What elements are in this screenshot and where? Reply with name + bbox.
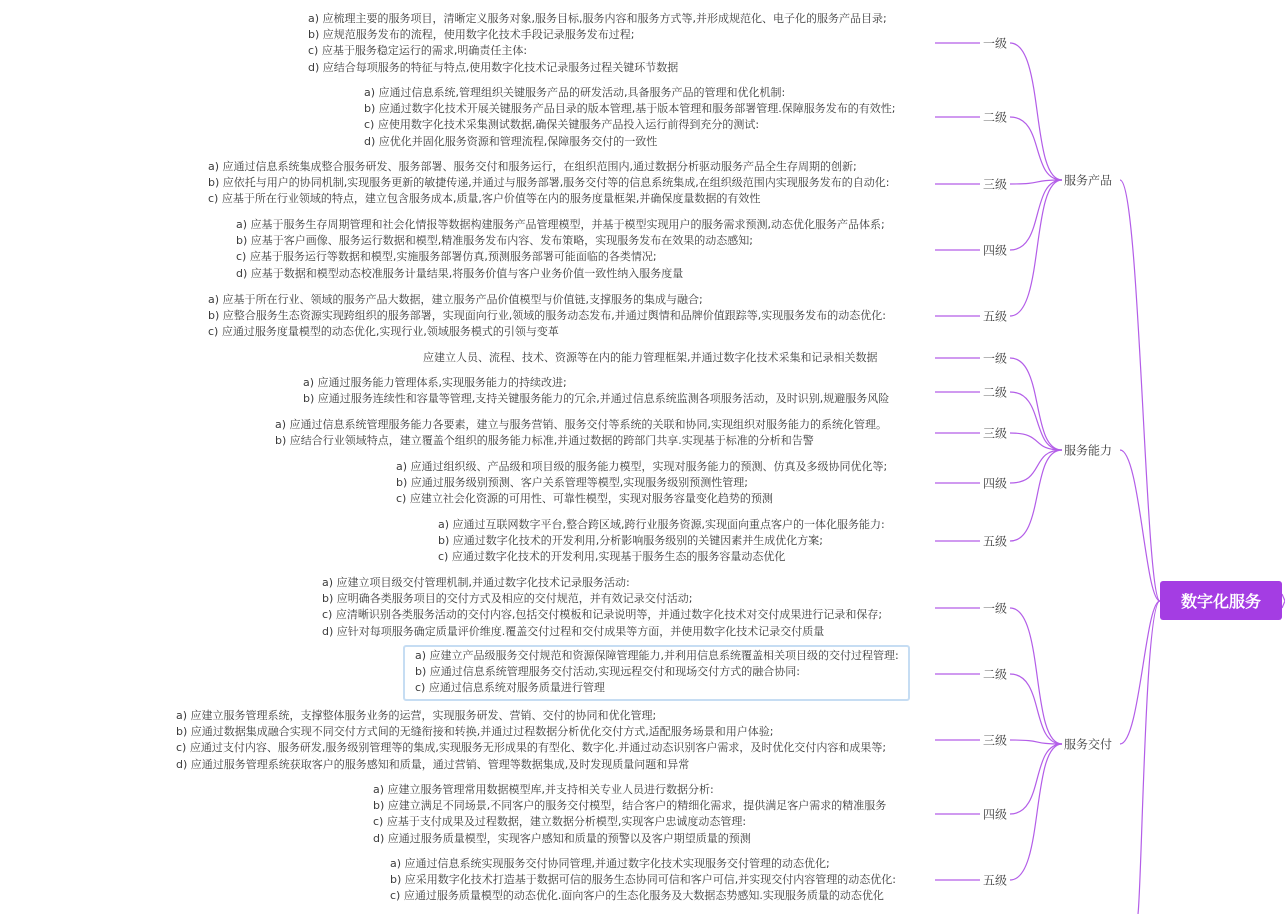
text-line: c) 应基于服务稳定运行的需求,明确责任主体: xyxy=(308,44,528,58)
root-node[interactable] xyxy=(1160,581,1282,620)
level-label-product-l1[interactable]: 一级 xyxy=(982,36,1008,51)
text-line: b) 应结合行业领域特点，建立覆盖个组织的服务能力标准,并通过数据的跨部门共享.实现基于标准的分析和告警 xyxy=(275,434,814,448)
root-label: 数字化服务 xyxy=(1180,592,1261,611)
branch-to-level-connector xyxy=(1010,117,1062,180)
text-block-capability-l5[interactable] xyxy=(438,517,885,566)
text-line: c) 应基于服务运行等数据和模型,实施服务部署仿真,预测服务部署可能面临的各类情况; xyxy=(236,250,657,264)
text-line: a) 应通过组织级、产品级和项目级的服务能力模型，实现对服务能力的预测、仿真及多级协同优化等; xyxy=(396,460,888,473)
text-line: a) 应基于所在行业、领域的服务产品大数据，建立服务产品价值模型与价值链,支撑服务的集成与融合; xyxy=(208,293,703,306)
level-label-product-l2[interactable]: 二级 xyxy=(982,110,1008,125)
text-line: b) 应规范服务发布的流程，使用数字化技术手段记录服务发布过程; xyxy=(308,28,635,42)
text-line: d) 应通过服务管理系统获取客户的服务感知和质量，通过营销、管理等数据集成,及时发现质量问题和异常 xyxy=(176,757,690,771)
branch-label-capability[interactable]: 服务能力 xyxy=(1063,443,1113,458)
text-line: c) 应通过服务度量模型的动态优化,实现行业,领域服务模式的引领与变革 xyxy=(208,325,559,339)
text-line: c) 应清晰识别各类服务活动的交付内容,包括交付模板和记录说明等，并通过数字化技术对交付成果进行记录和保存; xyxy=(322,608,883,622)
level-label-delivery-l1[interactable]: 一级 xyxy=(982,601,1008,616)
text-line: 应建立人员、流程、技术、资源等在内的能力管理框架,并通过数字化技术采集和记录相关数据 xyxy=(423,351,878,364)
text-line: d) 应结合每项服务的特征与特点,使用数字化技术记录服务过程关键环节数据 xyxy=(308,60,679,74)
text-line: c) 应通过服务质量模型的动态优化.面向客户的生态化服务及大数据态势感知.实现服务质量的动态优化 xyxy=(390,889,884,903)
text-line: d) 应基于数据和模型动态校准服务计量结果,将服务价值与客户业务价值一致性纳入服务度量 xyxy=(236,266,684,280)
text-block-capability-l4[interactable] xyxy=(396,459,887,508)
branch-to-level-connector xyxy=(1010,358,1062,450)
level-label-product-l4[interactable]: 四级 xyxy=(982,243,1008,258)
text-line: a) 应建立服务管理系统，支撑整体服务业务的运营，实现服务研发、营销、交付的协同和优化管理; xyxy=(176,709,657,722)
text-line: a) 应通过信息系统,管理组织关键服务产品的研发活动,具备服务产品的管理和优化机制: xyxy=(364,86,786,99)
text-line: a) 应通过互联网数字平台,整合跨区域,跨行业服务资源,实现面向重点客户的一体化服务能力: xyxy=(438,518,885,531)
text-line: b) 应依托与用户的协同机制,实现服务更新的敏捷传递,并通过与服务部署,服务交付等的信息系统集成,在组织级范围内实现服务发布的自动化: xyxy=(208,176,890,190)
level-label-capability-l1[interactable]: 一级 xyxy=(982,351,1008,366)
root-extra-connector xyxy=(1138,601,1160,914)
branch-label-product[interactable]: 服务产品 xyxy=(1063,173,1113,188)
branch-to-level-connector xyxy=(1010,450,1062,541)
text-line: a) 应梳理主要的服务项目，清晰定义服务对象,服务目标,服务内容和服务方式等,并形成规范化、电子化的服务产品目录; xyxy=(308,12,887,25)
text-block-capability-l3[interactable] xyxy=(275,417,887,449)
level-label-capability-l3[interactable]: 三级 xyxy=(982,426,1008,441)
text-line: a) 应基于服务生存周期管理和社会化情报等数据构建服务产品管理模型，并基于模型实现用户的服务需求预测,动态优化服务产品体系; xyxy=(236,218,885,231)
text-line: b) 应基于客户画像、服务运行数据和模型,精准服务发布内容、发布策略，实现服务发布在效果的动态感知; xyxy=(236,234,753,248)
branch-to-level-connector xyxy=(1010,43,1062,180)
text-block-product-l5[interactable] xyxy=(208,292,886,341)
text-line: a) 应建立项目级交付管理机制,并通过数字化技术记录服务活动: xyxy=(322,576,630,589)
root-to-branch-connector xyxy=(1120,601,1160,744)
text-line: b) 应通过数据集成融合实现不同交付方式间的无缝衔接和转换,并通过过程数据分析优化交付方式,适配服务场景和用户体验; xyxy=(176,725,774,739)
text-block-delivery-l1[interactable] xyxy=(322,575,882,640)
text-line: c) 应基于支付成果及过程数据，建立数据分析模型,实现客户忠诚度动态管理: xyxy=(373,815,747,829)
text-block-product-l3[interactable] xyxy=(208,159,889,208)
root-to-branch-connector xyxy=(1120,180,1160,601)
text-line: b) 应通过数字化技术的开发利用,分析影响服务级别的关键因素并生成优化方案; xyxy=(438,534,823,548)
branch-to-level-connector xyxy=(1010,744,1062,814)
level-label-delivery-l3[interactable]: 三级 xyxy=(982,733,1008,748)
level-label-capability-l5[interactable]: 五级 xyxy=(982,534,1008,549)
text-line: c) 应通过支付内容、服务研发,服务级别管理等的集成,实现服务无形成果的有型化、数字化.并通过动态识别客户需求，及时优化交付内容和成果等; xyxy=(176,741,887,755)
text-line: b) 应通过数字化技术开展关键服务产品目录的版本管理,基于版本管理和服务部署管理.保障服务发布的有效性; xyxy=(364,102,896,116)
level-label-product-l5[interactable]: 五级 xyxy=(982,309,1008,324)
text-line: c) 应通过信息系统对服务质量进行管理 xyxy=(415,681,605,695)
text-line: b) 应整合服务生态资源实现跨组织的服务部署，实现面向行业,领域的服务动态发布,并通过舆情和品牌价值跟踪等,实现服务发布的动态优化: xyxy=(208,309,886,323)
level-label-capability-l2[interactable]: 二级 xyxy=(982,385,1008,400)
text-line: d) 应通过服务质量模型，实现客户感知和质量的预警以及客户期望质量的预测 xyxy=(373,831,751,845)
branch-to-level-connector xyxy=(1010,674,1062,744)
text-line: b) 应通过信息系统管理服务交付活动,实现远程交付和现场交付方式的融合协同: xyxy=(415,665,800,679)
level-label-delivery-l5[interactable]: 五级 xyxy=(982,873,1008,888)
text-line: b) 应明确各类服务项目的交付方式及相应的交付规范，并有效记录交付活动; xyxy=(322,592,693,606)
branch-to-level-connector xyxy=(1010,180,1062,250)
branch-to-level-connector xyxy=(1010,450,1062,483)
level-label-capability-l4[interactable]: 四级 xyxy=(982,476,1008,491)
text-block-delivery-l2-selected[interactable] xyxy=(403,645,910,701)
text-block-product-l4[interactable] xyxy=(236,217,885,282)
text-block-capability-l2[interactable] xyxy=(303,375,889,407)
text-block-product-l1[interactable] xyxy=(308,11,887,76)
text-line: c) 应基于所在行业领域的特点，建立包含服务成本,质量,客户价值等在内的服务度量框架,并确保度量数据的有效性 xyxy=(208,192,761,206)
branch-label-delivery[interactable]: 服务交付 xyxy=(1063,737,1113,752)
text-line: d) 应优化并固化服务资源和管理流程,保障服务交付的一致性 xyxy=(364,134,658,148)
level-label-delivery-l4[interactable]: 四级 xyxy=(982,807,1008,822)
text-block-delivery-l5[interactable] xyxy=(390,856,896,905)
text-line: c) 应使用数字化技术采集测试数据,确保关键服务产品投入运行前得到充分的测试: xyxy=(364,118,760,132)
text-line: a) 应通过服务能力管理体系,实现服务能力的持续改进; xyxy=(303,376,567,389)
text-line: a) 应通过信息系统集成整合服务研发、服务部署、服务交付和服务运行，在组织范围内,通过数据分析驱动服务产品全生存周期的创新; xyxy=(208,160,857,173)
text-line: a) 应通过信息系统管理服务能力各要素，建立与服务营销、服务交付等系统的关联和协同,实现组织对服务能力的系统化管理。 xyxy=(275,418,888,431)
text-block-delivery-l4[interactable] xyxy=(373,782,886,847)
text-block-capability-l1[interactable] xyxy=(423,350,878,366)
text-line: b) 应采用数字化技术打造基于数据可信的服务生态协同可信和客户可信,并实现交付内容管理的动态优化: xyxy=(390,873,896,887)
text-line: a) 应建立产品级服务交付规范和资源保障管理能力,并利用信息系统覆盖相关项目级的交付过程管理: xyxy=(415,649,899,662)
text-block-product-l2[interactable] xyxy=(364,85,895,150)
level-label-product-l3[interactable]: 三级 xyxy=(982,177,1008,192)
text-line: d) 应针对每项服务确定质量评价维度.覆盖交付过程和交付成果等方面，并使用数字化技术记录交付质量 xyxy=(322,624,825,638)
text-line: c) 应建立社会化资源的可用性、可靠性模型，实现对服务容量变化趋势的预测 xyxy=(396,492,773,506)
level-label-delivery-l2[interactable]: 二级 xyxy=(982,667,1008,682)
text-block-delivery-l3[interactable] xyxy=(176,708,886,773)
text-line: b) 应建立满足不同场景,不同客户的服务交付模型，结合客户的精细化需求，提供满足客户需求的精准服务 xyxy=(373,799,887,813)
text-line: c) 应通过数字化技术的开发利用,实现基于服务生态的服务容量动态优化 xyxy=(438,550,786,564)
text-line: a) 应建立服务管理常用数据模型库,并支持相关专业人员进行数据分析: xyxy=(373,783,714,796)
text-line: a) 应通过信息系统实现服务交付协同管理,并通过数字化技术实现服务交付管理的动态优化; xyxy=(390,857,830,870)
text-line: b) 应通过服务连续性和容量等管理,支持关键服务能力的冗余,并通过信息系统监测各项服务活动，及时识别,规避服务风险 xyxy=(303,392,890,406)
text-line: b) 应通过服务级别预测、客户关系管理等模型,实现服务级别预测性管理; xyxy=(396,476,748,490)
